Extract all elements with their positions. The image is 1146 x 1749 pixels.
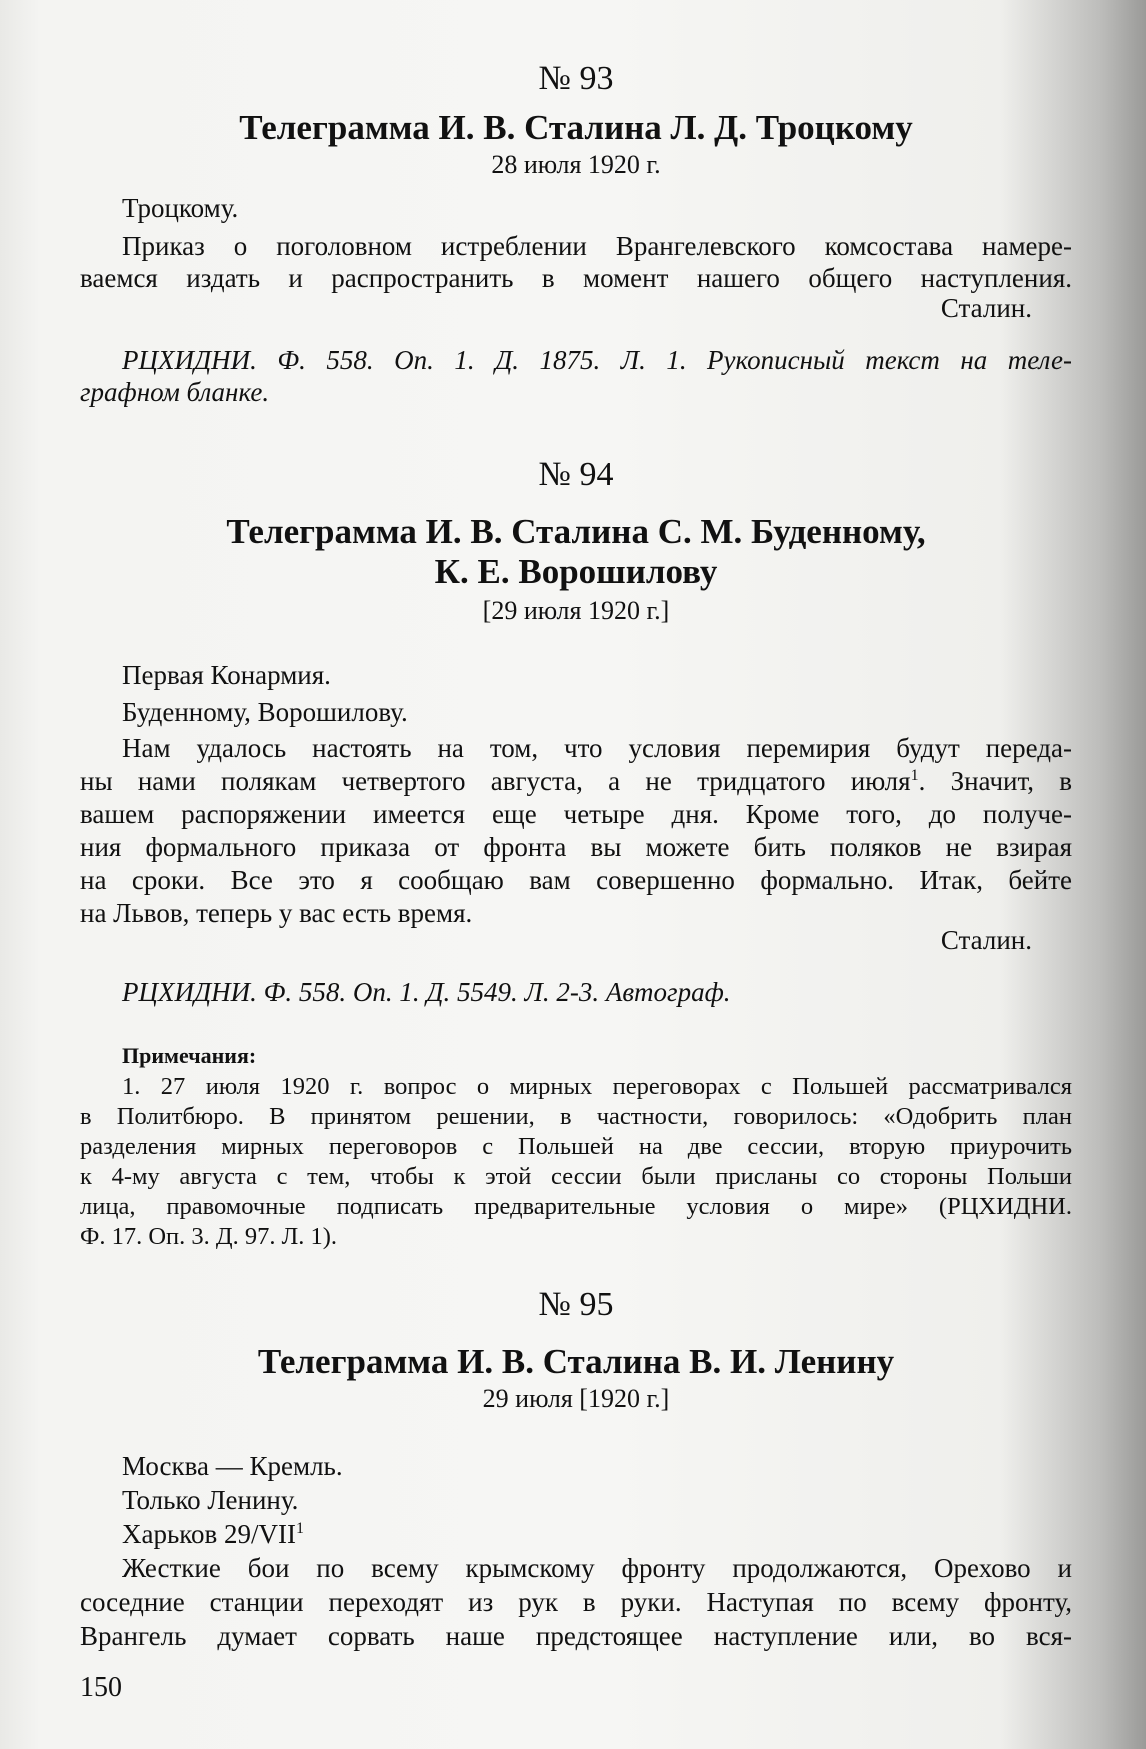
doc94-body-line: на Львов, теперь у вас есть время.: [80, 898, 473, 928]
doc93-body-line: ваемся издать и распространить в момент нашего общего наступления.: [80, 263, 1072, 293]
doc95-header-line: Москва — Кремль.: [122, 1451, 343, 1481]
doc94-signature: Сталин.: [940, 925, 1032, 955]
doc94-body-line: ны нами полякам четвертого августа, а не тридцатого июля$^1$. Значит, в: [80, 766, 1072, 796]
doc94-body-line: Нам удалось настоять на том, что условия перемирия будут переда-: [122, 733, 1072, 763]
note-line: разделения мирных переговоров с Польшей на две сессии, вторую приурочить: [80, 1133, 1072, 1160]
note-line: Ф. 17. Оп. 3. Д. 97. Л. 1).: [80, 1223, 338, 1250]
doc93-date: 28 июля 1920 г.: [491, 150, 661, 179]
doc94-body-line: вашем распоряжении имеется еще четыре дня. Кроме того, до получе-: [80, 799, 1072, 829]
note-line: к 4-му августа с тем, чтобы к этой сессии были присланы со стороны Польши: [80, 1163, 1072, 1190]
doc94-body-line: ния формального приказа от фронта вы можете бить поляков не взирая: [80, 832, 1072, 862]
doc93-addressee: Троцкому.: [122, 193, 239, 223]
doc93-signature: Сталин.: [940, 293, 1032, 323]
doc95-title: Телеграмма И. В. Сталина В. И. Ленину: [257, 1342, 895, 1381]
note-line: в Политбюро. В принятом решении, в частности, говорилось: «Одобрить план: [80, 1103, 1072, 1130]
footnote-ref: 1: [296, 1520, 305, 1537]
doc94-number: № 94: [538, 456, 614, 493]
doc94-date: [29 июля 1920 г.]: [482, 596, 670, 625]
doc94-body-line: на сроки. Все это я сообщаю вам совершенно формально. Итак, бейте: [80, 865, 1072, 895]
note-line: лица, правомочные подписать предварительные условия о мире» (РЦХИДНИ.: [80, 1193, 1072, 1220]
doc95-header-line: Харьков 29/VII$^1$: [122, 1519, 305, 1549]
doc93-source: РЦХИДНИ. Ф. 558. Оп. 1. Д. 1875. Л. 1. Рукописный текст на теле-: [122, 345, 1072, 375]
doc93-number: № 93: [538, 60, 614, 97]
doc93-title: Телеграмма И. В. Сталина Л. Д. Троцкому: [239, 108, 913, 147]
doc94-header-line: Буденному, Ворошилову.: [122, 697, 408, 727]
doc95-body-line: Врангель думает сорвать наше предстоящее наступление или, во вся-: [80, 1621, 1072, 1651]
doc93-source: графном бланке.: [80, 377, 270, 407]
doc94-header-line: Первая Конармия.: [122, 660, 331, 690]
notes-heading: Примечания:: [122, 1043, 257, 1068]
doc94-source: РЦХИДНИ. Ф. 558. Оп. 1. Д. 5549. Л. 2-3. Автограф.: [122, 977, 731, 1007]
doc94-title: К. Е. Ворошилову: [434, 552, 718, 591]
doc95-body-line: Жесткие бои по всему крымскому фронту продолжаются, Орехово и: [122, 1553, 1072, 1583]
footnote-ref: 1: [910, 767, 919, 784]
doc93-body-line: Приказ о поголовном истреблении Врангелевского комсостава намере-: [122, 231, 1072, 261]
doc94-title: Телеграмма И. В. Сталина С. М. Буденному,: [226, 512, 926, 551]
note-line: 1. 27 июля 1920 г. вопрос о мирных переговорах с Польшей рассматривался: [122, 1073, 1072, 1100]
doc95-number: № 95: [538, 1286, 614, 1323]
doc95-header-line: Только Ленину.: [122, 1485, 299, 1515]
doc95-body-line: соседние станции переходят из рук в руки. Наступая по всему фронту,: [80, 1587, 1072, 1617]
page-number: 150: [80, 1672, 122, 1703]
doc95-date: 29 июля [1920 г.]: [482, 1384, 670, 1413]
